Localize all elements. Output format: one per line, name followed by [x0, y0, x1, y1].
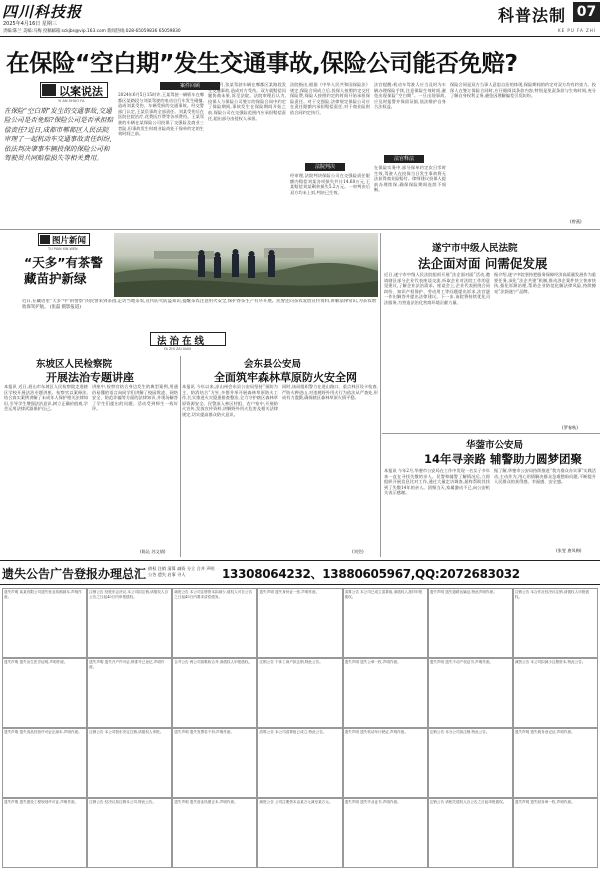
police-tea-photo: [114, 233, 378, 297]
suining-org: 遂宁市中级人民法院: [432, 243, 518, 254]
classified-ad: 减资公告 公司注册资本由某万元减至某万元。: [257, 798, 342, 868]
divider-right: [382, 433, 600, 434]
photo-credit: (张磊 摄影报道): [49, 305, 81, 310]
ad-banner: [0, 562, 600, 584]
section-title: 科普法制: [498, 6, 567, 25]
date-line: 2025年4月16日 星期三: [3, 21, 57, 27]
editors-line: 责编:陈兰 美编:马梅 投稿邮箱:sckjbs@vip.163.com 新闻热线:028-65059836 65059830: [3, 29, 181, 34]
newspaper-logo: 四川科技报: [2, 3, 83, 21]
classified-ad: 注销公告 经股东会决议,本公司拟注销,请债权人自公告之日起45日内申报债权。: [87, 588, 172, 658]
subhead-verdict: 法院判决: [305, 163, 345, 171]
ad-banner-title: 遗失公告广告登报办理总汇: [2, 567, 147, 581]
photo-label-pinyin: TU PIAN XIN WEN: [48, 247, 78, 251]
camera-icon: [40, 235, 50, 244]
photo-caption: [22, 299, 376, 325]
classified-ad: 遗失声明 遗失公章一枚,声明作废。: [343, 658, 428, 728]
huidong-byline: (刘会): [352, 549, 364, 554]
classified-ad: 遗失声明 遗失道路运输证,特此声明作废。: [428, 588, 513, 658]
classified-ad: 减资公告 本公司拟减少注册资本,特此公告。: [513, 658, 598, 728]
article-col-d: 法官提醒:机动车驾驶人应当及时为车辆办理保险手续,注意保险生效时间,避免出现保险“空白期”。一旦出现事故,应及时报警并保留证据,依法维护自身合法权益。: [374, 82, 446, 110]
classified-ad: 遗失声明 遗失不动产权证书,声明作废。: [428, 658, 513, 728]
section-banner: [498, 2, 600, 33]
classified-ad: 遗失声明 遗失开户许可证,核准号已登记,声明作废。: [87, 658, 172, 728]
scales-icon: [42, 84, 56, 96]
classified-ad: 遗失声明 遗失身份证一张,声明作废。: [257, 588, 342, 658]
photo-title: “天多”有茶警 藏苗护新绿: [24, 255, 103, 286]
classified-ad: 遗失声明 遗失毕业证书,声明作废。: [343, 798, 428, 868]
dongpo-byline: (陈沁 苏文倩): [140, 549, 166, 554]
classified-ad: 注销公告 个体工商户拟注销,特此公告。: [257, 658, 342, 728]
photo-caption-text: 近日,在藏语里“天多”中“的警察”的民警来到茶园,走访当地茶农,宣传防火防盗知识,提醒茶农注意用火安全,保护春茶生产有序开展。民警还向茶农发放宣传资料,讲解法律常识,为茶农增收保驾护航。: [22, 299, 376, 310]
classified-ad: 注销公告 本公司股东决定注销,请债权人申报。: [87, 728, 172, 798]
huaying-headline: 14年寻亲路 辅警助力圆梦团聚: [424, 452, 583, 466]
classified-ad: 注销公告 请相关债权人自公告之日起申报债权。: [428, 798, 513, 868]
classified-ad: 遗失声明 遗失出生医学证明,声明作废。: [2, 658, 87, 728]
masthead-rule: [0, 36, 600, 37]
article-col-c2: 经审理,法院判决保险公司在交强险责任限额内赔偿刘某各项损失共计14.68万元,王某赔偿刘某剩余损失5.2万元。一审判决后双方均未上诉,判决已生效。: [290, 173, 370, 195]
section-pinyin: KE PU FA ZHI: [558, 28, 596, 33]
case-label: 以案说法: [59, 85, 103, 98]
main-byline: (曾燕): [570, 219, 582, 224]
huidong-body2: 同时,该局组织警力在进山路口、重点林区设卡检查,严防火种进山,对违规野外用火行为依法从严查处,形成有力震慑,确保辖区森林草原火情平稳。: [282, 384, 378, 401]
masthead: [0, 0, 600, 38]
classified-ad: 注销公告 本分公司拟注销,特此公告。: [428, 728, 513, 798]
suining-body: 近日,遂宁市中级人民法院组织开展“法企面对面”活动,邀请辖区部分企业代表座谈交流,听取企业对法院工作的意见建议,了解企业法治需求。座谈会上,企业代表围绕合同纠纷、知识产权保护、劳动用工等问题提出诉求,法官逐一作出解答并提出法律建议。下一步,该院将持续优化司法服务,为营造法治化营商环境贡献力量。: [384, 272, 490, 305]
article-col-d2: 在保险实务中,部分保单约定次日零时生效,驾驶人在投保当日发生事故将无法获得商业险赔付。律师建议投保人提前办理续保,确保保险期间连续不间断。: [374, 165, 446, 193]
huaying-org: 华蓥市公安局: [466, 440, 524, 451]
classified-ad: 合并公告 两公司拟吸收合并,请债权人申报债权。: [172, 658, 257, 728]
ad-banner-phones: 13308064232、13880605967,QQ:2072683032: [222, 567, 520, 581]
vertical-divider-mid: [380, 233, 381, 557]
dongpo-org: 东坡区人民检察院: [36, 359, 113, 370]
article-col-a: 2024年6月5日15时许,王某驾驶一辆轿车在郫都区某路段与刘某驾驶的电动自行车发生碰撞,造成刘某受伤、车辆受损的交通事故。经交警部门认定,王某负事故全部责任。刘某受伤后在医院住院治疗,花费医疗费等各项费用。王某驾驶的车辆在某保险公司投保了交强险及商业三者险,但事故发生时商业险尚处于保单约定的生效时间之前。: [118, 92, 204, 137]
classified-ad: 减资公告 本公司注册资本拟减少,债权人可自公告之日起45日内要求清偿债务。: [172, 588, 257, 658]
suining-body2: 据介绍,遂宁中院坚持把服务保障经济高质量发展作为重要任务,深化“法企共建”机制,推动涉企案件快立快审快执,强化诉源治理,帮助企业防范化解法律风险,持续擦亮“法润遂宁”品牌。: [494, 272, 596, 294]
main-summary: 在保险“空白期”发生的交通事故,交通险公司是否免赔?保险公司是否承担赔偿责任?近日,成都市郫都区人民法院审理了一起机动车交通事故责任纠纷,依法判决肇事车辆投保的保险公司和驾驶员共同赔偿损失等相关费用。: [4, 107, 114, 163]
huaying-byline: (张雯 唐凤梅): [556, 548, 582, 553]
huaying-body2: 据了解,华蓥市公安局持续推进“我为群众办实事”实践活动,主动作为,用心用情解决群众急难愁盼问题,不断提升人民群众的获得感、幸福感、安全感。: [494, 468, 596, 485]
classified-ad: 清算公告 本公司已成立清算组,请债权人及时申报债权。: [343, 588, 428, 658]
dongpo-body2: 讲座中,检察官结合身边发生的典型案例,用通俗易懂的语言向同学们讲解了校园欺凌、网络安全、防范诈骗等方面的法律知识,并现场解答了学生们提出的问题。活动受到师生一致好评。: [92, 384, 178, 412]
ad-top-rule: [0, 560, 600, 561]
huidong-headline: 全面筑牢森林草原防火安全网: [214, 371, 357, 384]
classified-ad: 遗失声明 遗失税务登记证,声明作废。: [513, 728, 598, 798]
huidong-org: 会东县公安局: [244, 359, 302, 370]
photo-label: 图片新闻: [52, 236, 87, 246]
suining-byline: (罗春秋): [562, 425, 578, 430]
main-headline: 在保险“空白期”发生交通事故,保险公司能否免赔?: [6, 49, 518, 77]
classified-ads-grid: [2, 588, 598, 868]
case-label-box: [40, 82, 108, 98]
photo-label-box: [38, 233, 90, 246]
classified-ad: 注销公告 本合作社经决议注销,请债权人申报债权。: [513, 588, 598, 658]
classified-ad: 遗失声明 遗失机动车行驶证,声明作废。: [343, 728, 428, 798]
article-col-e: 保险合同是双方当事人意思自治的体现,保险期间的约定对双方均有约束力。投保人在签订保险合同时,应仔细阅读条款内容,特别是免责条款与生效时间,充分了解自身权利义务,避免因理解偏差引发纠纷。: [450, 82, 596, 99]
ad-bottom-rule: [0, 584, 600, 585]
huidong-body: 本报讯 今年以来,凉山州会东县公安局坚持“预防为主、防消结合”方针,多措并举开展森林草原防火工作,扎实推进火灾隐患排查整治,全力守护辖区森林草原资源安全。民警深入林区村组、农户家中,开展防火宣传,发放宣传资料,讲解野外用火危害及相关法律规定,切实提高群众防火意识。: [182, 384, 278, 417]
ad-banner-items: 债权 注销 清算 减资 分立 合并 声明 公告 遗失 启事 寻人: [148, 566, 215, 577]
fazhi-label: 法治在线: [157, 336, 208, 347]
vertical-divider-left: [180, 356, 181, 557]
dongpo-headline: 开展法治专题讲座: [46, 371, 134, 384]
classified-ad: 清算公告 本公司清算组已成立,特此公告。: [257, 728, 342, 798]
fazhi-label-box: [150, 332, 226, 346]
classified-ad: 遗失声明 某某有限公司遗失营业执照副本,声明作废。: [2, 588, 87, 658]
article-col-c: 法院指出,根据《中华人民共和国保险法》规定,保险合同成立后,投保人按照约定交付保险费,保险人按照约定的时间开始承担保险责任。对于交强险,法律规定保险公司应在责任限额内承担赔偿责任,对于商业险则依合同约定执行。: [290, 82, 370, 115]
fazhi-pinyin: FA ZHI ZAI XIAN: [164, 347, 191, 351]
classified-ad: 遗失声明 遗失建设工程规划许可证,声明作废。: [2, 798, 87, 868]
classified-ad: 遗失声明 遗失营业执照正本,声明作废。: [172, 798, 257, 868]
divider-main: [0, 229, 600, 230]
subhead-judge: 法官释法: [384, 155, 424, 163]
suining-headline: 法企面对面 问需促发展: [418, 256, 548, 271]
page-number: 07: [573, 2, 600, 22]
classified-ad: 遗失声明 遗失食品经营许可证正副本,声明作废。: [2, 728, 87, 798]
huaying-body: 本报讯 今年2月,华蓥市公安局在工作中发现一名女子多年来一直在寻找失散的亲人。民警和辅警了解情况后,立即组织开展信息比对工作,通过大量走访调查,最终帮助其找到了失散14年的亲人。团聚当天,家属激动不已,向公安机关表示感谢。: [384, 468, 490, 496]
photo-news-box: [2, 233, 380, 326]
classified-ad: 遗失声明 遗失财务章一枚,声明作废。: [513, 798, 598, 868]
classified-ad: 注销公告 经决议拟注销本公司,特此公告。: [87, 798, 172, 868]
article-col-b: 今年1月,张某驾驶车辆在郫都区某路段发生交通事故,造成对方受伤。双方就赔偿问题协商未果,诉至法院。法院审理后认为,投保人与保险公司签订的保险合同中约定了保险期间,事故发生在保险期间开始之前,保险公司在交强险范围内应承担赔偿责任,超出部分由侵权人承担。: [208, 82, 286, 121]
case-label-pinyin: YI AN SHUO FA: [58, 99, 85, 103]
subhead-case-review: 案件回顾: [160, 82, 220, 90]
classified-ad: 遗失声明 遗失发票若干份,声明作废。: [172, 728, 257, 798]
dongpo-body: 本报讯 近日,眉山市东坡区人民检察院走进辖区学校开展法治专题讲座。检察官以案释法,结合真实案例讲解了未成年人保护相关法律知识,引导学生增强法治意识,树立正确价值观,学会运用法律武器保护自己。: [4, 384, 88, 412]
